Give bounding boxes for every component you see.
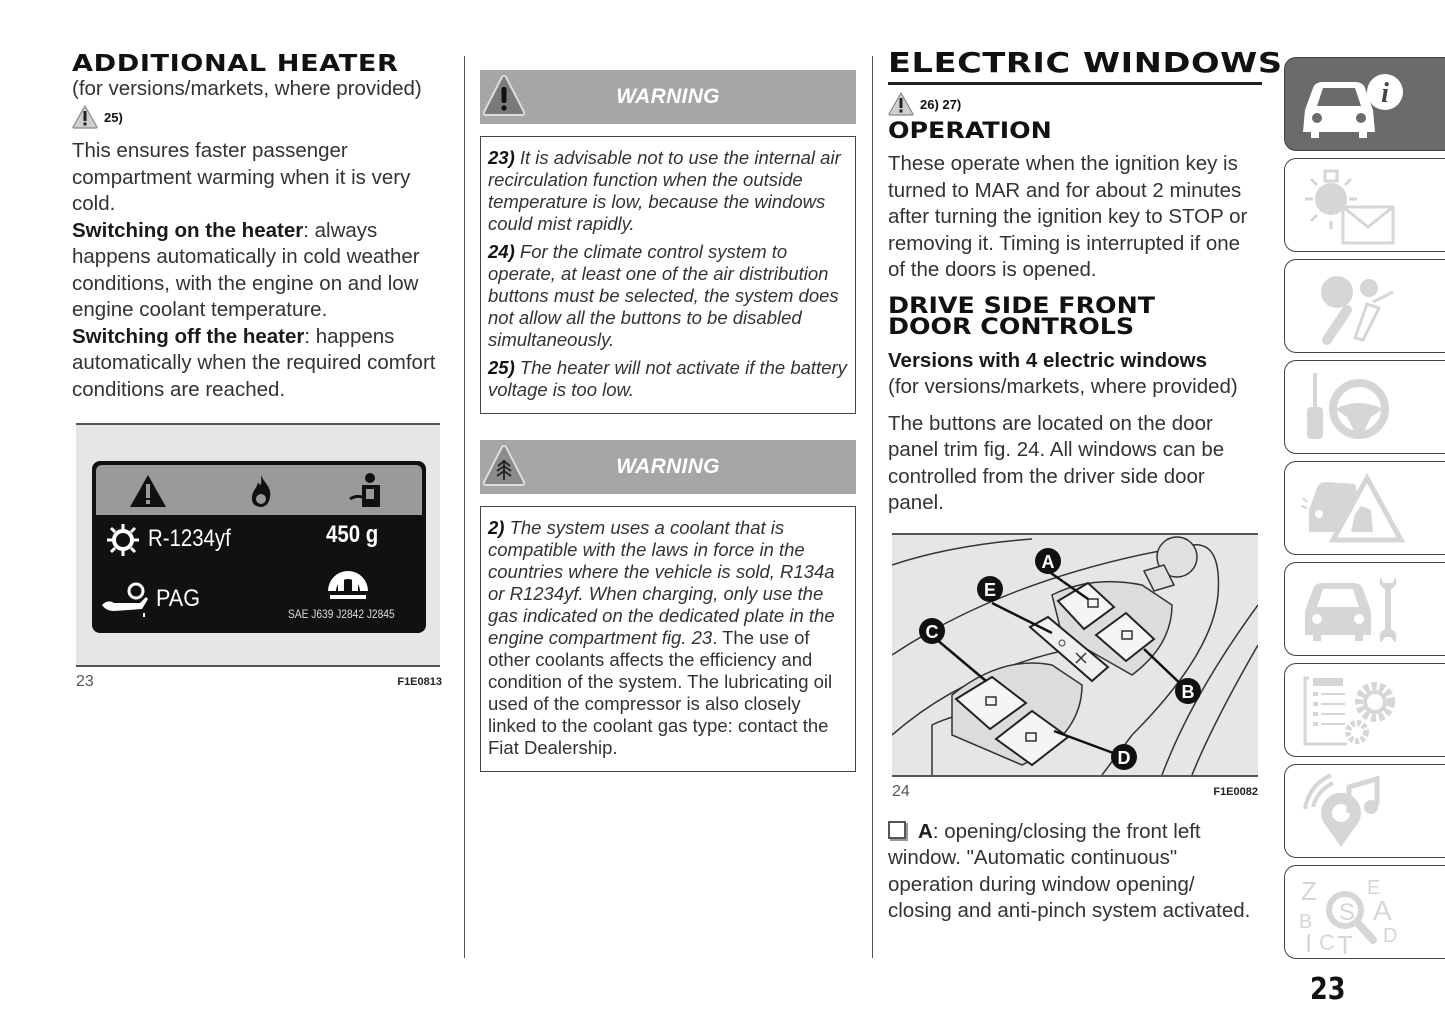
plate-icon-band: [96, 465, 422, 515]
column-divider: [464, 56, 465, 958]
warning-label: WARNING: [616, 85, 720, 108]
figure-23-caption: [76, 673, 442, 691]
tab-technical-data[interactable]: [1284, 663, 1445, 757]
door-controls-title-line2: DOOR CONTROLS: [888, 314, 1135, 340]
mirror-control-knob[interactable]: [1144, 537, 1197, 591]
warning-item-text: It is advisable not to use the internal air recirculation function when the outside temperature is low, because the windows could mist rapidly.: [488, 147, 841, 234]
figure-23-refrigerant-plate: [76, 423, 440, 667]
svg-text:S: S: [1339, 899, 1356, 926]
tab-starting-driving[interactable]: [1284, 360, 1445, 454]
callout-b: B: [1181, 681, 1195, 702]
versions-subtitle: (for versions/markets, where provided): [888, 375, 1238, 398]
checkbox-bullet-icon: [888, 821, 906, 839]
warning-header-1: [480, 70, 856, 124]
tab-knowing-your-car[interactable]: [1284, 57, 1445, 151]
warning-item-number: 23): [488, 147, 515, 168]
callout-c: C: [925, 621, 939, 642]
warning-light-message-icon: [1297, 167, 1407, 247]
figure-code: F1E0082: [1213, 785, 1258, 798]
callout-e: E: [983, 579, 997, 600]
tab-dashboard[interactable]: [1284, 158, 1445, 252]
callout-d: D: [1117, 747, 1131, 768]
snowflake-gear-icon: [106, 523, 140, 557]
warning-triangle-icon: [482, 74, 526, 118]
warning-ref-numbers: 26) 27): [920, 96, 962, 112]
mopar-logo-icon: [324, 557, 372, 601]
switch-on-text: : always happens automatically in cold weather conditions, with the engine on and low engine coolant temperature.: [72, 218, 420, 321]
switch-off-text: : happens automatically when the required comfort conditions are reached.: [72, 324, 436, 401]
warning-reference: [888, 89, 1262, 119]
flammable-icon: [246, 473, 276, 509]
svg-text:C: C: [1319, 930, 1335, 954]
warning-item-23: [488, 147, 849, 235]
refrigerant-plate: [92, 461, 426, 633]
refrigerant-mass: 450 g: [326, 521, 379, 548]
list-item-key: A: [918, 819, 933, 843]
buttons-paragraph: The buttons are located on the door panel trim fig. 24. All windows can be controlled from the driver side door panel.: [888, 411, 1225, 514]
svg-text:I: I: [1305, 928, 1313, 954]
column-additional-heater: [72, 52, 444, 691]
figure-number: 23: [76, 673, 94, 690]
figure-number: 24: [892, 782, 910, 800]
door-controls-title-line1: DRIVE SIDE FRONT: [888, 293, 1155, 319]
warning-item-text-normal: . The use of other coolants affects the efficiency and condition of the system. The lubricating oil used of the compressor is also closely linked to the coolant gas type: contact the Fiat Dealership.: [488, 627, 833, 758]
alphabet-search-icon: [1297, 874, 1407, 954]
oil-can-icon: [100, 577, 152, 617]
warning-triangle-icon: [72, 105, 98, 129]
versions-label: Versions with 4 electric windows: [888, 348, 1207, 372]
section-title: ELECTRIC WINDOWS: [888, 46, 1283, 79]
figure-code: F1E0813: [397, 676, 442, 688]
warning-reference: [72, 102, 444, 132]
warning-box-2: [480, 506, 856, 772]
page-number: 23: [1310, 972, 1346, 1007]
svg-text:B: B: [1299, 911, 1313, 933]
warning-item-24: [488, 241, 849, 351]
svg-text:Z: Z: [1301, 876, 1317, 906]
column-warnings: [480, 70, 856, 772]
warning-box-1: [480, 136, 856, 414]
switch-on-label: Switching on the heater: [72, 218, 304, 242]
warning-header-2: [480, 440, 856, 494]
warning-item-text: The heater will not activate if the battery voltage is too low.: [488, 357, 847, 400]
column-electric-windows: [888, 46, 1283, 925]
list-item-text: : opening/closing the front left window. "Automatic continuous" operation during window opening/ closing and anti-pinch system activated.: [888, 819, 1251, 922]
svg-text:T: T: [1337, 930, 1353, 954]
svg-text:i: i: [1381, 78, 1389, 109]
warning-item-text: For the climate control system to operate, at least one of the air distribution buttons must be selected, the system does not allow all the buttons to be disabled simultaneously.: [488, 241, 839, 350]
airbag-seatbelt-icon: [1297, 268, 1407, 348]
warning-label: WARNING: [616, 455, 720, 478]
warning-item-number: 2): [488, 517, 505, 538]
refrigerant-type: R-1234yf: [148, 525, 231, 552]
key-steering-wheel-icon: [1297, 369, 1407, 449]
warning-ref-numbers: 25): [104, 109, 123, 125]
operation-title: OPERATION: [888, 119, 1052, 144]
tab-index[interactable]: [1284, 865, 1445, 959]
column-divider: [872, 56, 873, 958]
tab-multimedia[interactable]: [1284, 764, 1445, 858]
warning-item-number: 25): [488, 357, 515, 378]
section-title: ADDITIONAL HEATER: [72, 51, 399, 77]
figure-24-door-controls: [892, 533, 1258, 777]
car-hazard-triangle-icon: [1297, 470, 1407, 550]
music-location-icon: [1297, 773, 1407, 853]
document-gears-icon: [1297, 672, 1407, 752]
warning-triangle-icon: [888, 92, 914, 116]
warning-item-text-italic: The system uses a coolant that is compatible with the laws in force in the countries where the vehicle is sold, R134a or R1234yf. When charging, only use the gas indicated on the dedicated plate in the engine compartment fig. 23: [488, 517, 835, 648]
svg-text:A: A: [1373, 895, 1392, 926]
tab-safety[interactable]: [1284, 259, 1445, 353]
car-wrench-icon: [1297, 571, 1407, 651]
switch-off-paragraph: [72, 324, 444, 404]
read-manual-icon: [346, 471, 386, 511]
car-info-icon: [1297, 66, 1407, 146]
switch-off-label: Switching off the heater: [72, 324, 305, 348]
operation-paragraph: These operate when the ignition key is turned to MAR and for about 2 minutes after turning the ignition key to STOP or removing it. Timing is interrupted if one of the doors is opened.: [888, 152, 1248, 281]
intro-paragraph: This ensures faster passenger compartment warming when it is very cold.: [72, 139, 411, 215]
oil-type: PAG: [156, 585, 201, 612]
warning-item-number: 24): [488, 241, 515, 262]
list-item-a: [888, 819, 1262, 925]
door-panel-illustration: [892, 535, 1258, 775]
sae-standards: SAE J639 J2842 J2845: [288, 607, 395, 621]
tab-emergency[interactable]: [1284, 461, 1445, 555]
svg-text:E: E: [1367, 877, 1381, 899]
title-underline: [888, 82, 1262, 85]
figure-24-caption: [892, 783, 1258, 801]
callout-a: A: [1041, 551, 1055, 572]
environment-tree-icon: [482, 444, 526, 488]
svg-text:D: D: [1383, 925, 1398, 947]
chapter-tabs: [1284, 57, 1445, 966]
warning-item-25: [488, 357, 849, 401]
section-subtitle: (for versions/markets, where provided): [72, 77, 422, 100]
switch-on-paragraph: [72, 218, 444, 324]
hazard-triangle-icon: [128, 473, 168, 509]
tab-maintenance[interactable]: [1284, 562, 1445, 656]
warning-item-2: [488, 517, 849, 759]
